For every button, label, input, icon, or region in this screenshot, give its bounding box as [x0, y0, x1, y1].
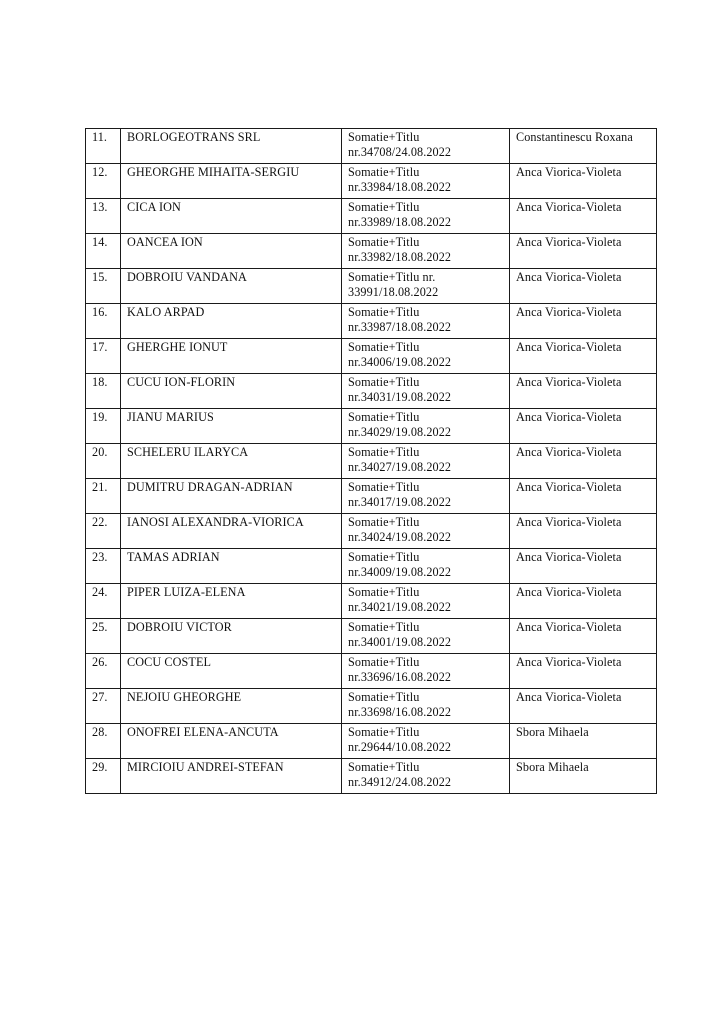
- table-row: [86, 514, 657, 549]
- table-row: [86, 164, 657, 199]
- table-row: [86, 619, 657, 654]
- table-row: [86, 444, 657, 479]
- table-row: [86, 409, 657, 444]
- table-row: [86, 269, 657, 304]
- table-row: [86, 199, 657, 234]
- row-number: 26.: [86, 654, 121, 689]
- table-row: [86, 304, 657, 339]
- debtor-name: DOBROIU VICTOR: [121, 619, 342, 654]
- table-row: [86, 654, 657, 689]
- document-reference: Somatie+Titlu nr.34027/19.08.2022: [342, 444, 510, 479]
- responsible-person: Anca Viorica-Violeta: [510, 339, 657, 374]
- row-number: 23.: [86, 549, 121, 584]
- debtor-name: NEJOIU GHEORGHE: [121, 689, 342, 724]
- document-reference: Somatie+Titlu nr.34912/24.08.2022: [342, 759, 510, 794]
- debtor-name: KALO ARPAD: [121, 304, 342, 339]
- debtor-name: CICA ION: [121, 199, 342, 234]
- responsible-person: Anca Viorica-Violeta: [510, 479, 657, 514]
- row-number: 20.: [86, 444, 121, 479]
- row-number: 14.: [86, 234, 121, 269]
- document-reference: Somatie+Titlu nr.29644/10.08.2022: [342, 724, 510, 759]
- document-reference: Somatie+Titlu nr.34001/19.08.2022: [342, 619, 510, 654]
- debtor-name: DOBROIU VANDANA: [121, 269, 342, 304]
- responsible-person: Sbora Mihaela: [510, 724, 657, 759]
- debtor-name: JIANU MARIUS: [121, 409, 342, 444]
- table-row: [86, 724, 657, 759]
- row-number: 21.: [86, 479, 121, 514]
- responsible-person: Constantinescu Roxana: [510, 129, 657, 164]
- responsible-person: Anca Viorica-Violeta: [510, 549, 657, 584]
- row-number: 11.: [86, 129, 121, 164]
- document-reference: Somatie+Titlu nr.33984/18.08.2022: [342, 164, 510, 199]
- table-row: [86, 479, 657, 514]
- responsible-person: Anca Viorica-Violeta: [510, 444, 657, 479]
- responsible-person: Anca Viorica-Violeta: [510, 374, 657, 409]
- table-row: [86, 759, 657, 794]
- row-number: 25.: [86, 619, 121, 654]
- row-number: 22.: [86, 514, 121, 549]
- row-number: 13.: [86, 199, 121, 234]
- table-row: [86, 689, 657, 724]
- document-reference: Somatie+Titlu nr.33987/18.08.2022: [342, 304, 510, 339]
- document-reference: Somatie+Titlu nr.33696/16.08.2022: [342, 654, 510, 689]
- row-number: 18.: [86, 374, 121, 409]
- debtor-name: CUCU ION-FLORIN: [121, 374, 342, 409]
- records-table: [85, 128, 657, 794]
- row-number: 15.: [86, 269, 121, 304]
- debtor-name: GHEORGHE MIHAITA-SERGIU: [121, 164, 342, 199]
- document-reference: Somatie+Titlu nr.34708/24.08.2022: [342, 129, 510, 164]
- table-row: [86, 339, 657, 374]
- row-number: 29.: [86, 759, 121, 794]
- responsible-person: Anca Viorica-Violeta: [510, 304, 657, 339]
- row-number: 19.: [86, 409, 121, 444]
- row-number: 17.: [86, 339, 121, 374]
- debtor-name: IANOSI ALEXANDRA-VIORICA: [121, 514, 342, 549]
- table-row: [86, 584, 657, 619]
- document-reference: Somatie+Titlu nr.34031/19.08.2022: [342, 374, 510, 409]
- responsible-person: Anca Viorica-Violeta: [510, 234, 657, 269]
- table-row: [86, 234, 657, 269]
- document-reference: Somatie+Titlu nr.33982/18.08.2022: [342, 234, 510, 269]
- document-reference: Somatie+Titlu nr.34009/19.08.2022: [342, 549, 510, 584]
- debtor-name: OANCEA ION: [121, 234, 342, 269]
- document-reference: Somatie+Titlu nr.33989/18.08.2022: [342, 199, 510, 234]
- responsible-person: Anca Viorica-Violeta: [510, 689, 657, 724]
- debtor-name: TAMAS ADRIAN: [121, 549, 342, 584]
- table-row: [86, 374, 657, 409]
- responsible-person: Sbora Mihaela: [510, 759, 657, 794]
- debtor-name: MIRCIOIU ANDREI-STEFAN: [121, 759, 342, 794]
- debtor-name: ONOFREI ELENA-ANCUTA: [121, 724, 342, 759]
- document-reference: Somatie+Titlu nr.34029/19.08.2022: [342, 409, 510, 444]
- responsible-person: Anca Viorica-Violeta: [510, 514, 657, 549]
- table-row: [86, 129, 657, 164]
- responsible-person: Anca Viorica-Violeta: [510, 164, 657, 199]
- debtor-name: BORLOGEOTRANS SRL: [121, 129, 342, 164]
- document-reference: Somatie+Titlu nr.33698/16.08.2022: [342, 689, 510, 724]
- responsible-person: Anca Viorica-Violeta: [510, 409, 657, 444]
- document-reference: Somatie+Titlu nr. 33991/18.08.2022: [342, 269, 510, 304]
- table-row: [86, 549, 657, 584]
- row-number: 12.: [86, 164, 121, 199]
- debtor-name: DUMITRU DRAGAN-ADRIAN: [121, 479, 342, 514]
- row-number: 16.: [86, 304, 121, 339]
- row-number: 27.: [86, 689, 121, 724]
- row-number: 24.: [86, 584, 121, 619]
- responsible-person: Anca Viorica-Violeta: [510, 654, 657, 689]
- responsible-person: Anca Viorica-Violeta: [510, 619, 657, 654]
- document-reference: Somatie+Titlu nr.34006/19.08.2022: [342, 339, 510, 374]
- document-reference: Somatie+Titlu nr.34017/19.08.2022: [342, 479, 510, 514]
- row-number: 28.: [86, 724, 121, 759]
- debtor-name: SCHELERU ILARYCA: [121, 444, 342, 479]
- responsible-person: Anca Viorica-Violeta: [510, 269, 657, 304]
- debtor-name: GHERGHE IONUT: [121, 339, 342, 374]
- responsible-person: Anca Viorica-Violeta: [510, 199, 657, 234]
- document-reference: Somatie+Titlu nr.34021/19.08.2022: [342, 584, 510, 619]
- debtor-name: COCU COSTEL: [121, 654, 342, 689]
- document-reference: Somatie+Titlu nr.34024/19.08.2022: [342, 514, 510, 549]
- responsible-person: Anca Viorica-Violeta: [510, 584, 657, 619]
- debtor-name: PIPER LUIZA-ELENA: [121, 584, 342, 619]
